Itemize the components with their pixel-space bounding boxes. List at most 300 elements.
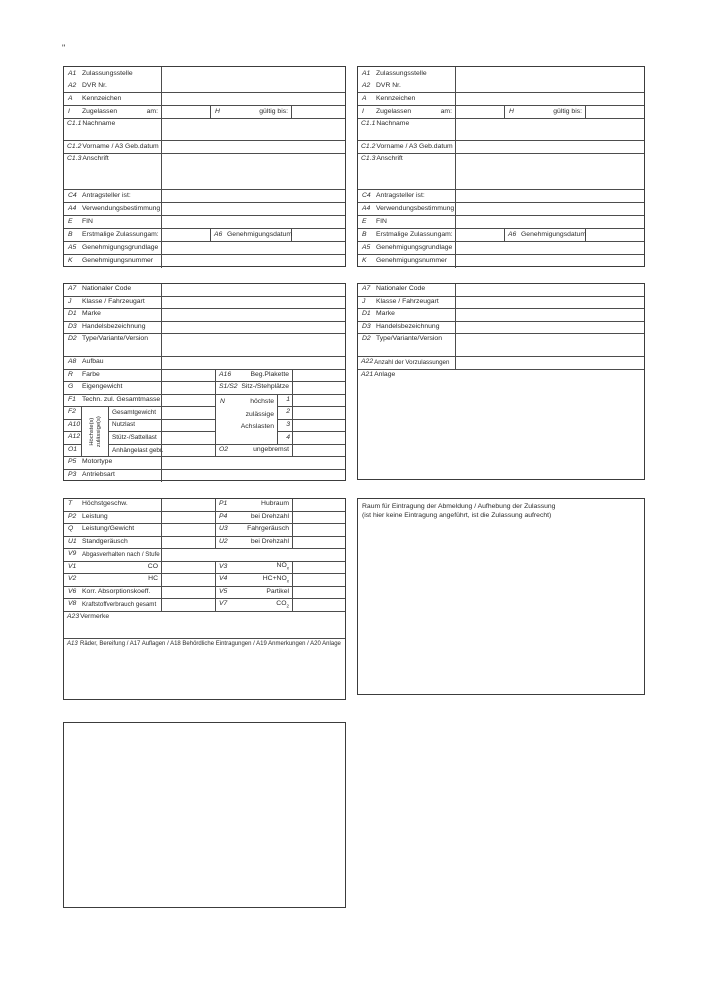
code-a1: A1	[68, 69, 77, 77]
value-aufbau-l[interactable]	[162, 357, 345, 369]
weights-axle-section	[64, 395, 345, 458]
row-farbe	[64, 370, 345, 383]
field-type-r	[358, 334, 456, 356]
field-standgeraeusch	[64, 537, 162, 549]
weights-left-half	[64, 395, 216, 457]
value-gueltig-bis-l[interactable]	[292, 106, 345, 118]
label-achslasten: Achslasten	[240, 423, 274, 431]
label-zugelassen-r: Zugelassen	[376, 107, 412, 115]
field-vermerke	[64, 612, 345, 638]
value-type-r[interactable]	[456, 334, 644, 356]
field-techn-gesamtmasse	[64, 395, 162, 407]
row-a1a2-r	[358, 67, 644, 93]
label-zulassungsstelle: Zulassungsstelle	[82, 69, 133, 77]
code-q: Q	[68, 525, 74, 533]
code-v9: V9	[68, 550, 77, 558]
deregistration-block	[357, 498, 645, 695]
code-o2: O2	[219, 445, 229, 453]
label-vorname-gebdatum: Vorname / A3 Geb.datum	[82, 142, 159, 150]
field-eigengewicht	[64, 382, 162, 394]
rotated-hoechste-zulaessige-cell	[82, 407, 109, 456]
value-grundlage-r[interactable]	[456, 242, 644, 254]
axle-right-half	[216, 395, 345, 457]
line-a1-r	[358, 68, 455, 80]
row-zugelassen-l	[64, 106, 345, 119]
field-nachname-l	[64, 119, 162, 140]
field-vorzulassungen	[358, 357, 456, 369]
row-motortype	[64, 457, 345, 470]
value-hubraum[interactable]	[293, 499, 345, 511]
value-leistung[interactable]	[162, 512, 216, 524]
label-type: Type/Variante/Version	[82, 335, 148, 342]
row-hc	[64, 574, 345, 587]
value-klasse-l[interactable]	[162, 297, 345, 309]
label-co: CO	[147, 562, 158, 570]
field-fin-r	[358, 216, 456, 228]
value-zugelassen-am-r[interactable]	[456, 106, 505, 118]
field-co	[64, 562, 162, 574]
field-kennzeichen-r	[358, 93, 456, 105]
code-a5: A5	[68, 243, 77, 251]
label-genehmigungsdatum-r: Genehmigungsdatum	[521, 230, 586, 238]
value-gueltig-bis-r[interactable]	[586, 106, 644, 118]
field-sitzplaetze	[216, 382, 293, 394]
field-vorname-r	[358, 141, 456, 153]
row-nationaler-code-r	[358, 284, 644, 297]
label-gueltig-bis: gültig bis:	[259, 107, 288, 115]
value-nutzlast[interactable]	[162, 420, 215, 433]
label-handelsbezeichnung: Handelsbezeichnung	[82, 322, 146, 330]
label-marke-r: Marke	[376, 310, 395, 318]
label-anschrift: Anschrift	[82, 155, 109, 162]
value-nationaler-code-l[interactable]	[162, 284, 345, 296]
label-eigengewicht: Eigengewicht	[82, 383, 123, 391]
row-techn-gesamtmasse	[64, 395, 215, 408]
field-absorptionskoeff	[64, 587, 162, 599]
row-kennzeichen-r	[358, 93, 644, 106]
field-vorname-l	[64, 141, 162, 153]
field-grundlage-r	[358, 242, 456, 254]
field-hc-nox	[216, 574, 293, 586]
value-genehmigungsdatum-r[interactable]	[586, 229, 644, 241]
field-nummer-l	[64, 255, 162, 268]
code-a7: A7	[68, 285, 77, 293]
value-erstzulassung-l[interactable]	[162, 229, 211, 241]
value-techn-gesamtmasse[interactable]	[162, 395, 215, 407]
label-farbe: Farbe	[82, 370, 100, 378]
row-vorzulassungen	[358, 357, 644, 370]
value-zulassungsstelle-r[interactable]	[456, 67, 644, 92]
field-abgasverhalten	[64, 549, 162, 561]
code-c12-r: C1.2	[361, 142, 376, 150]
label-techn-gesamtmasse: Techn. zul. Gesamtmasse	[82, 395, 161, 403]
code-p2: P2	[68, 512, 77, 520]
value-nachname-r[interactable]	[456, 119, 644, 140]
row-vorname-r	[358, 141, 644, 154]
code-v5: V5	[219, 587, 228, 595]
field-ungebremst	[216, 445, 293, 457]
field-hubraum	[216, 499, 293, 511]
label-am2-r: am:	[441, 230, 453, 238]
code-j-r: J	[362, 297, 366, 305]
code-a16: A16	[219, 370, 232, 378]
row-aufbau-l	[64, 357, 345, 370]
value-antragsteller-l[interactable]	[162, 190, 345, 202]
value-anschrift-l[interactable]	[162, 154, 345, 189]
field-handelsbezeichnung-l	[64, 322, 162, 334]
field-genehmigungsdatum-r	[505, 229, 586, 241]
label-kraftstoffverbrauch: Kraftstoffverbrauch gesamt	[82, 600, 157, 608]
field-nummer-r	[358, 255, 456, 268]
label-antriebsart: Antriebsart	[82, 471, 115, 479]
value-marke-l[interactable]	[162, 309, 345, 321]
value-grundlage-l[interactable]	[162, 242, 345, 254]
row-nachname-r	[358, 119, 644, 141]
value-hc[interactable]	[162, 574, 216, 586]
value-vorzulassungen[interactable]	[456, 357, 644, 369]
label-vermerke: Vermerke	[80, 612, 110, 620]
row-nationaler-code-l	[64, 284, 345, 297]
axle-number-column	[278, 395, 293, 444]
value-handelsbezeichnung-r[interactable]	[456, 322, 644, 334]
value-gesamtgewicht[interactable]	[162, 407, 215, 420]
code-a4-r: A4	[362, 204, 371, 212]
label-nox	[277, 563, 292, 571]
row-handelsbezeichnung-r	[358, 322, 644, 335]
label-erstzulassung: Erstmalige Zulassung	[82, 230, 148, 238]
value-motortype[interactable]	[162, 457, 345, 469]
row-zugelassen-r	[358, 106, 644, 119]
field-marke-l	[64, 309, 162, 321]
registration-block-left	[63, 66, 346, 267]
label-kennzeichen: Kennzeichen	[82, 94, 122, 102]
code-p4: P4	[219, 512, 228, 520]
field-handelsbezeichnung-r	[358, 322, 456, 334]
label-klasse-r: Klasse / Fahrzeugart	[376, 297, 439, 305]
field-antriebsart	[64, 470, 162, 483]
row-eigengewicht	[64, 382, 345, 395]
label-anlage: Anlage	[374, 370, 396, 378]
value-klasse-r[interactable]	[456, 297, 644, 309]
row-antragsteller-l	[64, 190, 345, 203]
field-kraftstoffverbrauch	[64, 599, 162, 611]
code-k: K	[68, 257, 73, 265]
label-nox-sub: x	[286, 565, 289, 571]
label-aufbau: Aufbau	[82, 358, 104, 366]
field-gueltig-bis-l	[211, 106, 292, 118]
code-c4-r: C4	[362, 191, 371, 199]
field-zugelassen-l	[64, 106, 162, 118]
code-a23: A23	[67, 612, 80, 620]
label-antragsteller: Antragsteller ist:	[82, 191, 131, 199]
field-erstzulassung-r	[358, 229, 456, 241]
field-fin-l	[64, 216, 162, 228]
value-vorname-l[interactable]	[162, 141, 345, 153]
deregistration-line-1: Raum für Eintragung der Abmeldung / Aufhebung der Zulassung	[362, 503, 556, 510]
code-v6: V6	[68, 587, 77, 595]
label-erstzulassung-r: Erstmalige Zulassung	[376, 230, 442, 238]
rotated-line-2: zulässige(s)	[95, 416, 101, 447]
code-c11: C1.1	[67, 120, 82, 127]
label-hoechstgeschw: Höchstgeschw.	[82, 500, 128, 508]
label-nutzlast-cell	[109, 420, 161, 433]
open-quote-mark: "	[62, 43, 66, 53]
code-v4: V4	[219, 575, 228, 583]
value-farbe[interactable]	[162, 370, 216, 382]
row-grundlage-l	[64, 242, 345, 255]
code-a7-r: A7	[362, 285, 371, 293]
axle-number-2: 2	[278, 407, 292, 420]
row-kraftstoffverbrauch	[64, 599, 345, 612]
label-verwendungsbestimmung: Verwendungsbestimmung	[82, 204, 161, 212]
label-ungebremst: ungebremst	[253, 445, 289, 453]
field-nox	[216, 562, 293, 574]
field-fahrgeraeusch	[216, 524, 293, 536]
row-marke-l	[64, 309, 345, 322]
code-a5-r: A5	[362, 243, 371, 251]
value-nachname-l[interactable]	[162, 119, 345, 140]
row-antragsteller-r	[358, 190, 644, 203]
field-co2	[216, 599, 293, 611]
value-co[interactable]	[162, 562, 216, 574]
code-b-r: B	[362, 230, 367, 238]
label-bei-drehzahl-1: bei Drehzahl	[250, 512, 289, 520]
row-ungebremst	[216, 445, 345, 457]
label-stuetzlast: Stütz-/Sattellast	[112, 433, 157, 441]
value-bei-drehzahl-2[interactable]	[293, 537, 345, 549]
vehicle-block-left	[63, 283, 346, 481]
value-stuetzlast[interactable]	[162, 432, 215, 445]
value-fin-l[interactable]	[162, 216, 345, 228]
row-nummer-l	[64, 255, 345, 268]
value-beg-plakette[interactable]	[293, 370, 345, 382]
row-klasse-l	[64, 297, 345, 310]
label-standgeraeusch: Standgeräusch	[82, 537, 128, 545]
code-a1-r: A1	[362, 69, 371, 77]
code-s1s2: S1/S2	[219, 383, 238, 391]
label-vorzulassungen: Anzahl der Vorzulassungen	[374, 358, 450, 366]
value-sitzplaetze[interactable]	[293, 382, 345, 394]
label-anhaengelast-cell	[109, 445, 164, 458]
label-am: am:	[146, 107, 158, 115]
label-hc-nox-sub: x	[286, 578, 289, 584]
value-hoechstgeschw[interactable]	[162, 499, 216, 511]
field-grundlage-l	[64, 242, 162, 254]
value-kraftstoffverbrauch[interactable]	[162, 599, 216, 611]
deregistration-line-2: (ist hier keine Eintragung angeführt, ist die Zulassung aufrecht)	[362, 512, 552, 520]
value-achslast-2[interactable]	[293, 407, 345, 420]
value-achslast-4[interactable]	[293, 432, 345, 445]
label-dvr-nr-r: DVR Nr.	[376, 81, 401, 89]
line-a1	[64, 68, 161, 80]
axle-line-2	[216, 409, 277, 422]
value-zugelassen-am-l[interactable]	[162, 106, 211, 118]
label-hc: HC	[148, 575, 158, 583]
field-zulassungsstelle-dvr-r	[358, 67, 456, 92]
value-ungebremst[interactable]	[293, 445, 345, 457]
engine-block-left	[63, 498, 346, 700]
field-partikel	[216, 587, 293, 599]
code-t: T	[68, 500, 73, 508]
code-v8: V8	[68, 600, 77, 608]
code-f2: F2	[64, 407, 81, 420]
label-partikel: Partikel	[266, 587, 289, 595]
code-c4: C4	[68, 191, 77, 199]
field-kennzeichen-l	[64, 93, 162, 105]
field-nationaler-code-l	[64, 284, 162, 296]
row-vorname-l	[64, 141, 345, 154]
field-hc	[64, 574, 162, 586]
field-leistung	[64, 512, 162, 524]
field-raeder-bereifung	[64, 639, 345, 700]
value-anhaengelast[interactable]	[162, 445, 215, 458]
code-p5: P5	[68, 458, 77, 466]
value-achslast-1[interactable]	[293, 395, 345, 408]
value-antragsteller-r[interactable]	[456, 190, 644, 202]
value-erstzulassung-r[interactable]	[456, 229, 505, 241]
code-c13-r: C1.3	[361, 155, 376, 162]
row-a1a2-l	[64, 67, 345, 93]
field-farbe	[64, 370, 162, 382]
code-a8: A8	[68, 358, 77, 366]
field-antragsteller-r	[358, 190, 456, 202]
code-d1-r: D1	[362, 310, 371, 318]
field-klasse-r	[358, 297, 456, 309]
row-anschrift-r	[358, 154, 644, 190]
code-a-r: A	[362, 94, 367, 102]
label-fin: FIN	[82, 217, 93, 225]
label-co2	[276, 601, 292, 609]
axle-value-column	[293, 395, 345, 444]
field-hoechstgeschw	[64, 499, 162, 511]
value-verwendung-r[interactable]	[456, 203, 644, 215]
label-zugelassen: Zugelassen	[82, 107, 118, 115]
code-d1: D1	[68, 310, 77, 318]
label-fahrgeraeusch: Fahrgeräusch	[247, 525, 289, 533]
value-kennzeichen-r[interactable]	[456, 93, 644, 105]
code-c12: C1.2	[67, 142, 82, 150]
label-genehmigungsgrundlage: Genehmigungsgrundlage	[82, 243, 159, 251]
code-a2-r: A2	[362, 81, 371, 89]
weights-grid	[64, 407, 215, 456]
label-genehmigungsnummer-r: Genehmigungsnummer	[376, 257, 448, 265]
code-a10: A10	[64, 420, 81, 433]
label-nationaler-code: Nationaler Code	[82, 285, 132, 293]
value-nummer-r[interactable]	[456, 255, 644, 268]
value-type-l[interactable]	[162, 334, 345, 356]
code-d2-r: D2	[362, 335, 371, 342]
row-leistung-gewicht	[64, 524, 345, 537]
code-d3: D3	[68, 322, 77, 330]
value-vorname-r[interactable]	[456, 141, 644, 153]
field-aufbau-l	[64, 357, 162, 369]
deregistration-note	[358, 499, 644, 523]
label-leistung-gewicht: Leistung/Gewicht	[82, 525, 135, 533]
field-nachname-r	[358, 119, 456, 140]
value-leistung-gewicht[interactable]	[162, 524, 216, 536]
label-marke: Marke	[82, 310, 101, 318]
row-absorptionskoeff	[64, 587, 345, 600]
label-hubraum: Hubraum	[261, 500, 289, 508]
value-marke-r[interactable]	[456, 309, 644, 321]
row-erstzulassung-l	[64, 229, 345, 242]
label-type-r: Type/Variante/Version	[376, 335, 442, 342]
label-beg-plakette: Beg.Plakette	[250, 370, 289, 378]
row-vermerke	[64, 612, 345, 639]
value-fin-r[interactable]	[456, 216, 644, 228]
label-co2-base: CO	[276, 599, 287, 607]
axle-number-3: 3	[278, 420, 292, 433]
value-kennzeichen-l[interactable]	[162, 93, 345, 105]
value-abgasverhalten[interactable]	[162, 549, 345, 561]
code-a21: A21	[361, 370, 374, 378]
weights-code-column	[64, 407, 82, 456]
value-anschrift-r[interactable]	[456, 154, 644, 189]
code-i: I	[68, 107, 70, 115]
value-nox[interactable]	[293, 562, 345, 574]
field-achslasten	[216, 395, 278, 444]
label-raeder-bereifung: Räder, Bereifung / A17 Auflagen / A18 Behördliche Eintragungen / A19 Anmerkungen / A20 Anlage	[80, 640, 341, 647]
value-antriebsart[interactable]	[162, 470, 345, 483]
code-c11-r: C1.1	[361, 120, 376, 127]
label-co2-sub: 2	[286, 603, 289, 609]
value-co2[interactable]	[293, 599, 345, 611]
value-eigengewicht[interactable]	[162, 382, 216, 394]
value-nationaler-code-r[interactable]	[456, 284, 644, 296]
code-v3: V3	[219, 562, 228, 570]
label-dvr-nr: DVR Nr.	[82, 81, 107, 89]
axle-load-area	[216, 395, 345, 445]
value-partikel[interactable]	[293, 587, 345, 599]
label-sitzplaetze: Sitz-/Stehplätze	[241, 383, 289, 391]
value-handelsbezeichnung-l[interactable]	[162, 322, 345, 334]
label-abgasverhalten: Abgasverhalten nach / Stufe	[82, 550, 160, 558]
field-motortype	[64, 457, 162, 469]
row-antriebsart	[64, 470, 345, 483]
deregistration-entry-area[interactable]	[358, 523, 644, 694]
value-bei-drehzahl-1[interactable]	[293, 512, 345, 524]
value-zulassungsstelle-l[interactable]	[162, 67, 345, 92]
label-zulaessige: zulässige	[245, 410, 274, 418]
value-standgeraeusch[interactable]	[162, 537, 216, 549]
code-v7: V7	[219, 600, 228, 608]
bottom-empty-box[interactable]	[63, 722, 346, 908]
label-anschrift-r: Anschrift	[376, 155, 403, 162]
row-co	[64, 562, 345, 575]
code-g: G	[68, 383, 74, 391]
code-p3: P3	[68, 471, 77, 479]
code-a: A	[68, 94, 73, 102]
row-erstzulassung-r	[358, 229, 644, 242]
value-achslast-3[interactable]	[293, 420, 345, 433]
value-verwendung-l[interactable]	[162, 203, 345, 215]
row-nachname-l	[64, 119, 345, 141]
value-absorptionskoeff[interactable]	[162, 587, 216, 599]
label-gesamtgewicht: Gesamtgewicht	[112, 408, 157, 416]
code-p1: P1	[219, 500, 228, 508]
row-verwendung-l	[64, 203, 345, 216]
value-hc-nox[interactable]	[293, 574, 345, 586]
code-u3: U3	[219, 525, 228, 533]
value-nummer-l[interactable]	[162, 255, 345, 268]
label-klasse: Klasse / Fahrzeugart	[82, 297, 145, 305]
value-genehmigungsdatum-l[interactable]	[292, 229, 345, 241]
code-b: B	[68, 230, 73, 238]
row-raeder-bereifung	[64, 639, 345, 700]
row-leistung	[64, 512, 345, 525]
value-fahrgeraeusch[interactable]	[293, 524, 345, 536]
code-v2: V2	[68, 575, 77, 583]
